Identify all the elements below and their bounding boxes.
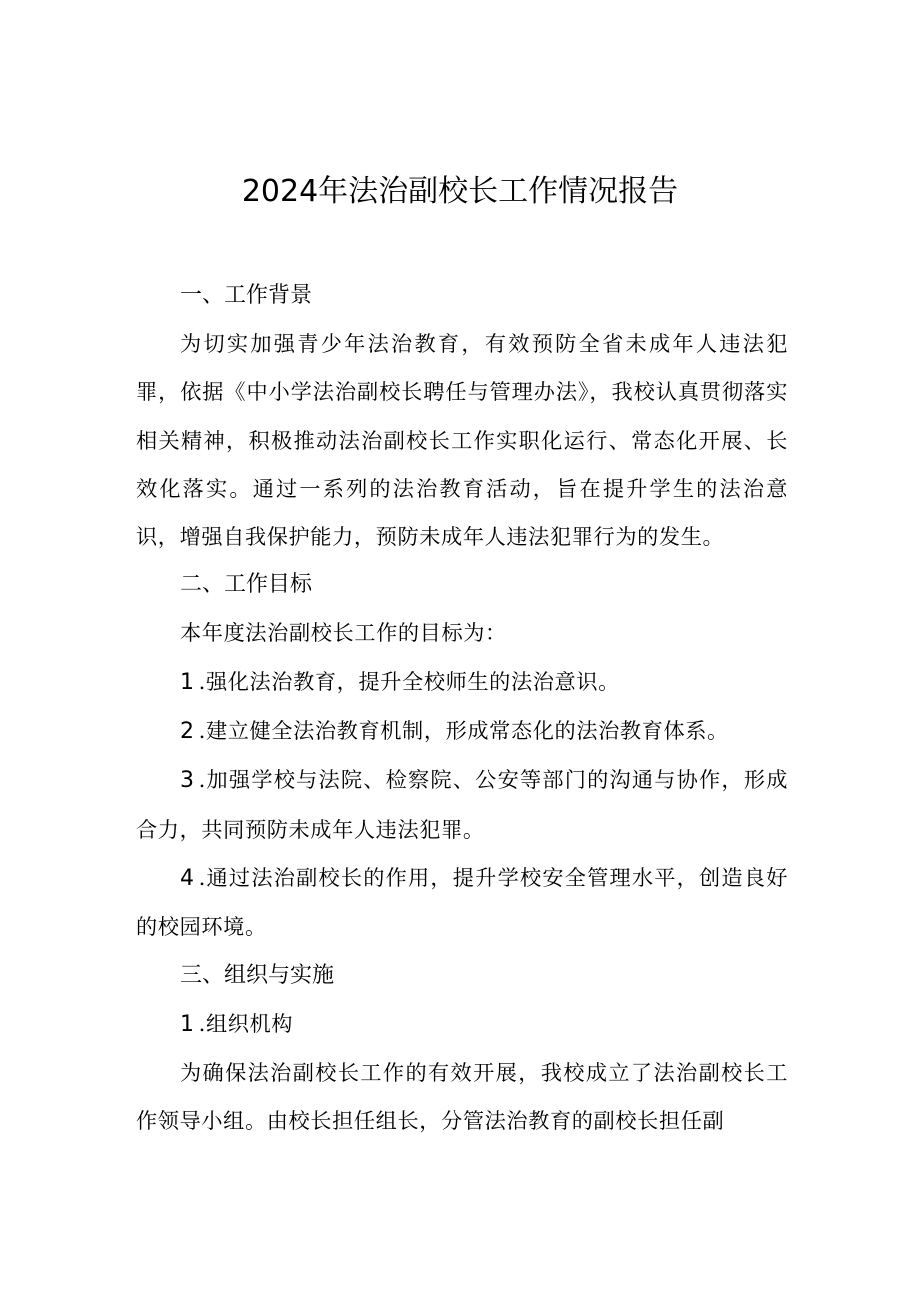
subheading-number: 1 xyxy=(180,1011,195,1037)
document-title: 2024年法治副校长工作情况报告 xyxy=(241,174,679,209)
document-body xyxy=(136,272,788,1145)
goals-intro: 本年度法治副校长工作的目标为： xyxy=(180,620,507,646)
section-heading-background: 一、工作背景 xyxy=(180,283,313,308)
goal-item-2 xyxy=(136,707,788,756)
goal-item-text: .加强学校与法院、检察院、公安等部门的沟通与协作，形成合力，共同预防未成年人违法犯罪。 xyxy=(136,767,788,842)
subheading-text: .组织机构 xyxy=(198,1010,294,1036)
section-heading-goals: 二、工作目标 xyxy=(180,572,313,598)
goal-item-4 xyxy=(136,854,788,952)
background-paragraph: 为切实加强青少年法治教育，有效预防全省未成年人违法犯罪，依据《中小学法治副校长聘任与管理办法》，我校认真贯彻落实相关精神，积极推动法治副校长工作实职化运行、常态化开展、长效化落实。通过一系列的法治教育活动，旨在提升学生的法治意识，增强自我保护能力，预防未成年人违法犯罪行为的发生。 xyxy=(136,331,788,550)
section-heading-organization: 三、组织与实施 xyxy=(180,962,335,988)
goal-item-text: .通过法治副校长的作用，提升学校安全管理水平，创造良好的校园环境。 xyxy=(136,864,788,940)
goal-item-number: 2 xyxy=(180,719,195,745)
goal-item-1 xyxy=(136,658,788,707)
goal-item-text: .强化法治教育，提升全校师生的法治意识。 xyxy=(198,668,620,694)
goal-item-3 xyxy=(136,756,788,854)
organization-paragraph: 为确保法治副校长工作的有效开展，我校成立了法治副校长工作领导小组。由校长担任组长，分管法治教育的副校长担任副 xyxy=(136,1059,788,1134)
goal-item-number: 4 xyxy=(180,865,195,891)
organization-subheading xyxy=(136,1000,788,1049)
goal-item-text: .建立健全法治教育机制，形成常态化的法治教育体系。 xyxy=(198,718,729,744)
goal-item-number: 1 xyxy=(180,669,195,695)
goal-item-number: 3 xyxy=(180,768,195,794)
